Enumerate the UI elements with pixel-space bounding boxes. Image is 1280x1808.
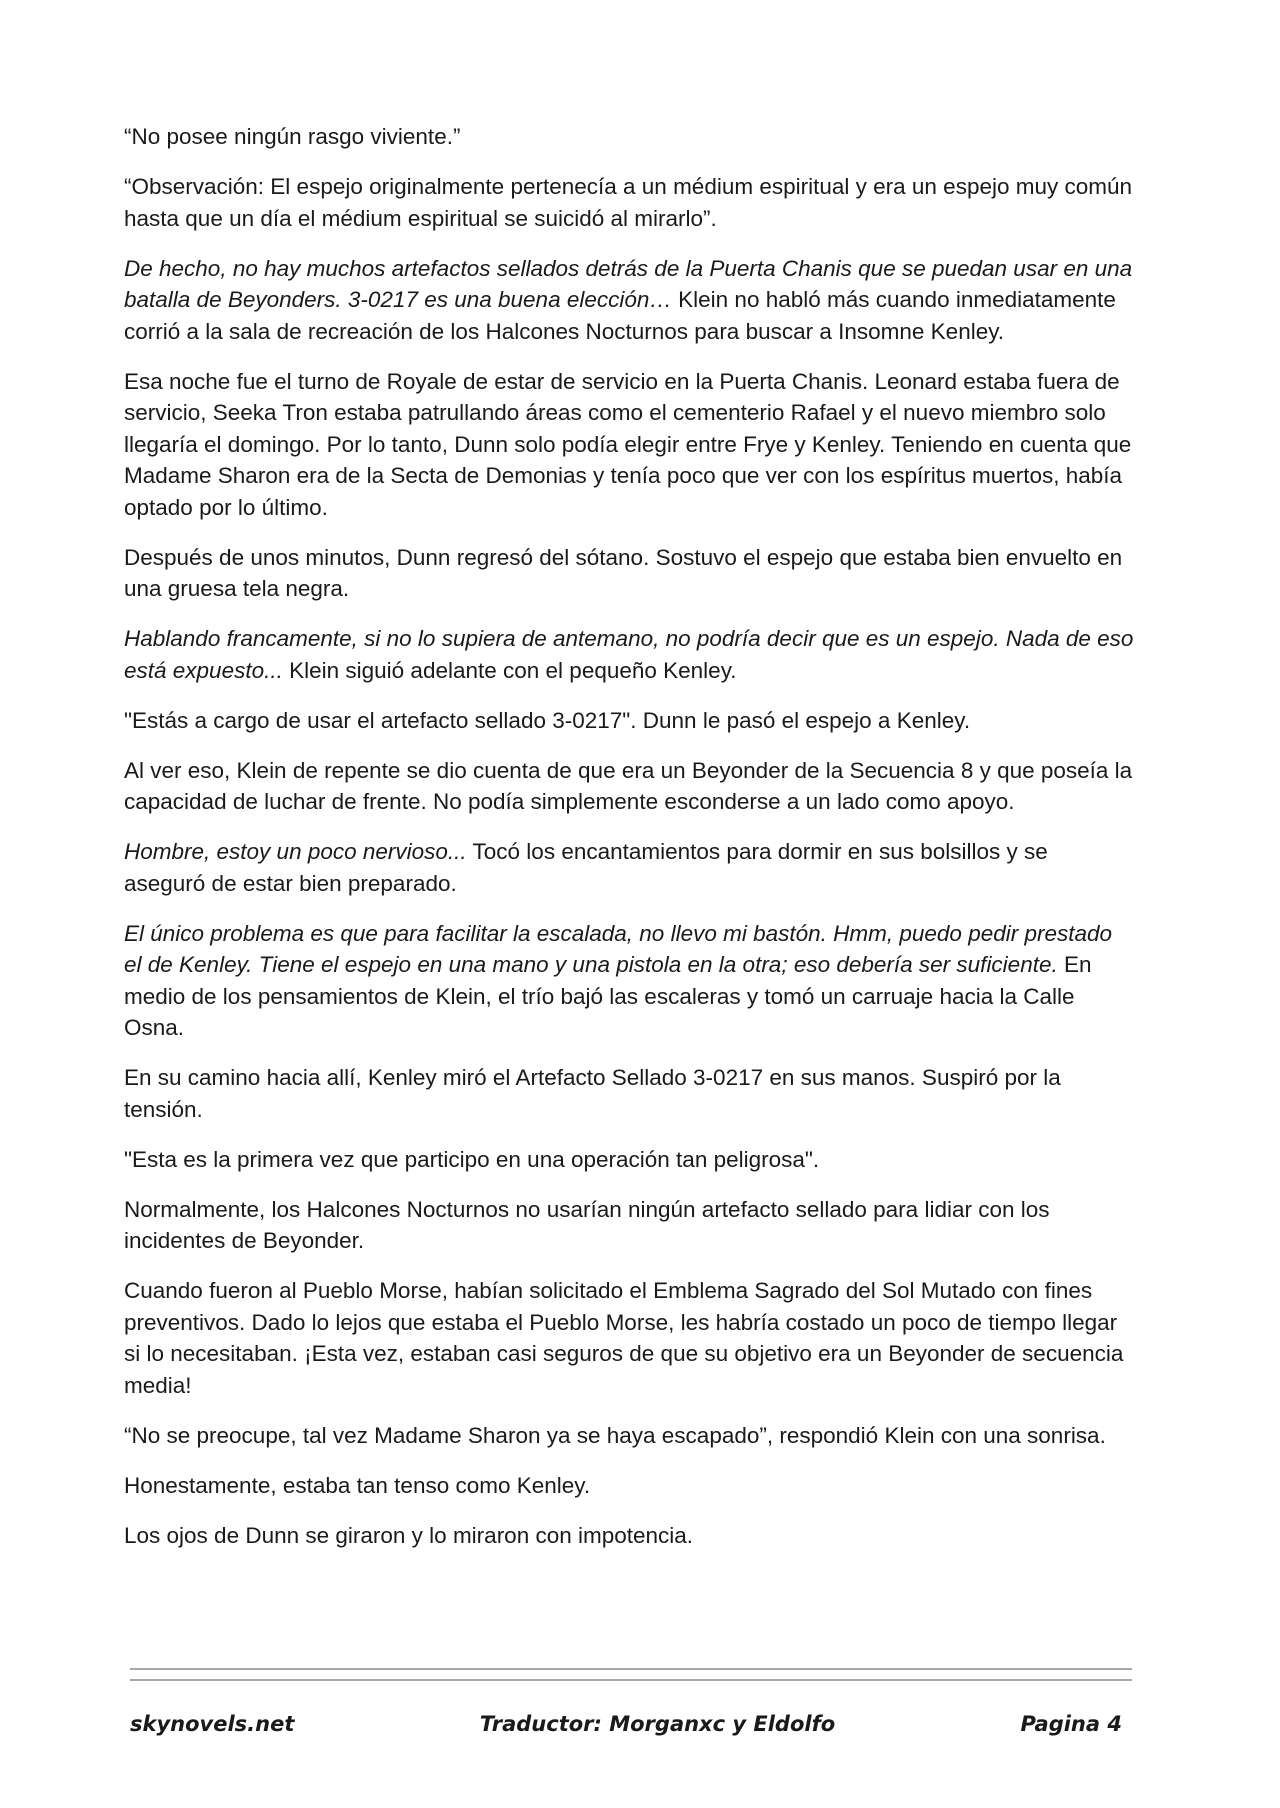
paragraph-text: "Esta es la primera vez que participo en una operación tan peligrosa". — [124, 1146, 820, 1172]
paragraph-text: Tocó los encantamientos para dormir en sus bolsillos y se aseguró de estar bien preparado. — [124, 839, 1048, 896]
paragraph-text: Klein no habló más cuando inmediatamente corrió a la sala de recreación de los Halcones Nocturnos para buscar a Insomne Kenley. — [124, 287, 1116, 344]
paragraph — [124, 253, 1134, 348]
paragraph-italic-text: El único problema es que para facilitar la escalada, no llevo mi bastón. Hmm, puedo pedir prestado el de Kenley. Tiene el espejo en una mano y una pistola en la otra; eso debería ser suficiente. — [124, 920, 1113, 977]
paragraph — [124, 1420, 1134, 1452]
paragraph — [124, 755, 1134, 818]
footer-translator: Traductor: Morganxc y Eldolfo — [479, 1712, 836, 1736]
paragraph — [124, 1520, 1134, 1552]
paragraph — [124, 1275, 1134, 1401]
paragraph-text: Al ver eso, Klein de repente se dio cuenta de que era un Beyonder de la Secuencia 8 y que poseía la capacidad de luchar de frente. No podía simplemente esconderse a un lado como apoyo. — [124, 757, 1133, 814]
paragraph — [124, 705, 1134, 737]
paragraph-italic-text: De hecho, no hay muchos artefactos sellados detrás de la Puerta Chanis que se puedan usar en una batalla de Beyonders. 3-0217 es una buena elección… — [124, 255, 1133, 312]
paragraph — [124, 836, 1134, 899]
paragraph-italic-text: Hombre, estoy un poco nervioso... — [124, 839, 467, 864]
paragraph-italic-text: Hablando francamente, si no lo supiera de antemano, no podría decir que es un espejo. Nada de eso está expuesto... — [124, 626, 1134, 683]
paragraph-text: En medio de los pensamientos de Klein, el trío bajó las escaleras y tomó un carruaje hacia la Calle Osna. — [124, 952, 1092, 1040]
footer-site: skynovels.net — [130, 1712, 295, 1736]
paragraph-text: “No se preocupe, tal vez Madame Sharon ya se haya escapado”, respondió Klein con una sonrisa. — [124, 1422, 1106, 1448]
paragraph — [124, 171, 1134, 234]
paragraph-text: En su camino hacia allí, Kenley miró el Artefacto Sellado 3-0217 en sus manos. Suspiró por la tensión. — [124, 1065, 1061, 1122]
paragraph — [124, 1062, 1134, 1125]
footer-divider — [130, 1668, 1132, 1690]
footer-rule-bottom — [130, 1679, 1132, 1681]
paragraph-text: “Observación: El espejo originalmente pertenecía a un médium espiritual y era un espejo muy común hasta que un día el médium espiritual se suicidó al mirarlo”. — [124, 174, 1133, 231]
paragraph-text: Normalmente, los Halcones Nocturnos no usarían ningún artefacto sellado para lidiar con los incidentes de Beyonder. — [124, 1196, 1050, 1253]
footer-rule-top — [130, 1668, 1132, 1670]
paragraph — [124, 1470, 1134, 1502]
paragraph-text: Honestamente, estaba tan tenso como Kenley. — [124, 1472, 591, 1498]
paragraph-text: Después de unos minutos, Dunn regresó del sótano. Sostuvo el espejo que estaba bien envuelto en una gruesa tela negra. — [124, 544, 1123, 601]
document-body — [124, 121, 1134, 1570]
paragraph — [124, 1144, 1134, 1176]
paragraph — [124, 366, 1134, 524]
paragraph — [124, 1194, 1134, 1257]
paragraph-text: Klein siguió adelante con el pequeño Kenley. — [282, 657, 737, 683]
paragraph-text: "Estás a cargo de usar el artefacto sellado 3-0217". Dunn le pasó el espejo a Kenley. — [124, 707, 971, 733]
paragraph-text: “No posee ningún rasgo viviente.” — [124, 124, 461, 149]
paragraph — [124, 121, 1134, 153]
paragraph — [124, 623, 1134, 686]
footer-page-number: Pagina 4 — [1020, 1712, 1122, 1736]
paragraph-text: Esa noche fue el turno de Royale de estar de servicio en la Puerta Chanis. Leonard estaba fuera de servicio, Seeka Tron estaba patrullando áreas como el cementerio Rafael y el nuevo miembro solo llegaría el domingo. Por lo tanto, Dunn solo podía elegir entre Frye y Kenley. Teniendo en cuenta que Madame Sharon era de la Secta de Demonias y tenía poco que ver con los espíritus muertos, había optado por lo último. — [124, 368, 1132, 520]
paragraph-text: Cuando fueron al Pueblo Morse, habían solicitado el Emblema Sagrado del Sol Mutado con fines preventivos. Dado lo lejos que estaba el Pueblo Morse, les habría costado un poco de tiempo llegar si lo necesitaban. ¡Esta vez, estaban casi seguros de que su objetivo era un Beyonder de secuencia media! — [124, 1278, 1124, 1398]
page-footer — [130, 1712, 1122, 1736]
paragraph — [124, 918, 1134, 1044]
paragraph-text: Los ojos de Dunn se giraron y lo miraron con impotencia. — [124, 1522, 694, 1548]
paragraph — [124, 542, 1134, 605]
